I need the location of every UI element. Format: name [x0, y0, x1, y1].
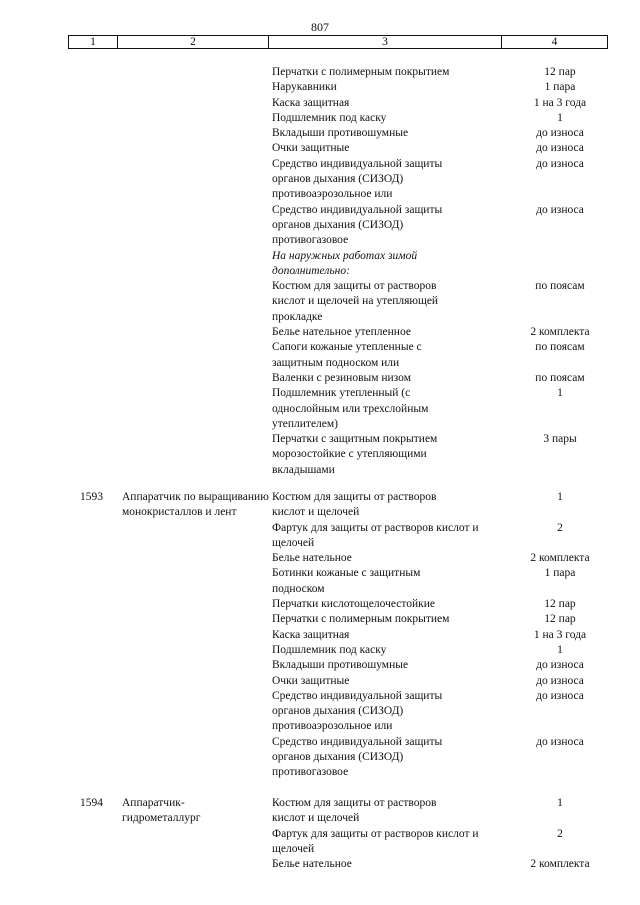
list-item	[0, 340, 640, 371]
list-item	[0, 612, 640, 627]
item-qty: 1 пара	[544, 567, 576, 580]
item-qty: до износа	[536, 735, 584, 748]
column-header-1: 1	[69, 36, 118, 49]
list-item	[0, 126, 640, 141]
list-item	[0, 551, 640, 566]
item-name: Сапоги кожаные утепленные с защитным подноском или	[272, 341, 422, 369]
item-name: Вкладыши противошумные	[272, 659, 409, 672]
item-name: Ботинки кожаные с защитным подноском	[272, 567, 421, 595]
list-item	[0, 597, 640, 612]
item-name: Костюм для защиты от растворов кислот и щелочей	[272, 491, 437, 519]
item-qty: по поясам	[535, 280, 585, 293]
item-name: Белье нательное	[272, 858, 352, 871]
item-name: Валенки с резиновым низом	[272, 371, 411, 384]
item-qty: 12 пар	[544, 598, 576, 611]
list-item	[0, 643, 640, 658]
item-name: Нарукавники	[272, 81, 337, 94]
list-item	[0, 432, 640, 478]
column-header-4: 4	[502, 36, 608, 49]
item-name: Средство индивидуальной защиты органов дыхания (СИЗОД) противоаэрозольное или	[272, 689, 443, 733]
item-qty: 2	[557, 827, 563, 840]
list-item	[0, 157, 640, 203]
item-name: Костюм для защиты от растворов кислот и щелочей на утепляющей прокладке	[272, 280, 439, 323]
item-qty: до износа	[536, 142, 584, 155]
column-header-3: 3	[269, 36, 502, 49]
entry-number: 1593	[80, 491, 103, 503]
list-item	[0, 628, 640, 643]
item-qty: 1	[557, 797, 563, 809]
list-item	[0, 80, 640, 95]
item-qty: до износа	[536, 127, 584, 140]
item-qty: до износа	[536, 689, 584, 702]
profession-name: Аппаратчик-гидрометаллург	[122, 797, 201, 825]
item-name: Белье нательное утепленное	[272, 326, 411, 339]
entry-1593	[0, 490, 640, 781]
item-name: Фартук для защиты от растворов кислот и щелочей	[272, 827, 479, 855]
column-header-2: 2	[118, 36, 269, 49]
item-name: Средство индивидуальной защиты органов дыхания (СИЗОД) противогазовое	[272, 735, 443, 779]
item-qty: 1 на 3 года	[533, 628, 587, 641]
item-qty: 1	[557, 111, 563, 124]
section-subheading: На наружных работах зимой дополнительно:	[272, 249, 418, 277]
item-name: Перчатки с полимерным покрытием	[272, 66, 450, 78]
continuation-block	[0, 65, 640, 478]
list-item	[0, 279, 640, 325]
entry-number: 1594	[80, 797, 103, 809]
item-qty: 2	[557, 521, 563, 534]
item-name: Средство индивидуальной защиты органов дыхания (СИЗОД) противоаэрозольное или	[272, 157, 443, 201]
list-item	[0, 796, 640, 827]
list-item	[0, 566, 640, 597]
list-item	[0, 371, 640, 386]
list-item	[0, 490, 640, 521]
item-name: Очки защитные	[272, 674, 350, 687]
list-item	[0, 658, 640, 673]
item-name: Подшлемник под каску	[272, 111, 387, 124]
item-qty: 1	[557, 491, 563, 503]
list-item	[0, 674, 640, 689]
item-qty: по поясам	[535, 371, 585, 384]
column-header-table	[68, 35, 608, 49]
list-item	[0, 111, 640, 126]
item-name: Перчатки с защитным покрытием морозостойкие с утепляющими вкладышами	[272, 433, 438, 476]
item-name: Подшлемник под каску	[272, 643, 387, 656]
profession-name: Аппаратчик по выращиванию монокристаллов и лент	[122, 491, 269, 519]
item-qty: до износа	[536, 674, 584, 687]
item-name: Вкладыши противошумные	[272, 127, 409, 140]
list-item	[0, 249, 640, 280]
item-qty: 1	[557, 387, 563, 400]
list-item	[0, 827, 640, 858]
item-qty: 1	[557, 643, 563, 656]
item-qty: до износа	[536, 203, 584, 216]
item-name: Перчатки кислотощелочестойкие	[272, 598, 435, 611]
item-qty: 2 комплекта	[530, 326, 590, 339]
item-name: Перчатки с полимерным покрытием	[272, 613, 450, 626]
list-item	[0, 521, 640, 552]
item-name: Белье нательное	[272, 552, 352, 565]
item-name: Каска защитная	[272, 96, 350, 109]
item-qty: 12 пар	[544, 613, 576, 626]
item-qty: по поясам	[535, 341, 585, 354]
list-item	[0, 386, 640, 432]
list-item	[0, 689, 640, 735]
item-qty: 1 пара	[544, 81, 576, 94]
item-name: Подшлемник утепленный (с однослойным или трехслойным утеплителем)	[272, 387, 429, 430]
item-qty: 2 комплекта	[530, 858, 590, 871]
list-item	[0, 735, 640, 781]
list-item	[0, 96, 640, 111]
list-item	[0, 325, 640, 340]
item-name: Очки защитные	[272, 142, 350, 155]
entry-1594	[0, 796, 640, 872]
item-qty: 12 пар	[544, 66, 576, 78]
item-name: Средство индивидуальной защиты органов дыхания (СИЗОД) противогазовое	[272, 203, 443, 247]
item-qty: 2 комплекта	[530, 552, 590, 565]
item-qty: до износа	[536, 157, 584, 170]
list-item	[0, 141, 640, 156]
item-qty: 3 пары	[543, 433, 577, 446]
item-name: Фартук для защиты от растворов кислот и щелочей	[272, 521, 479, 549]
item-name: Каска защитная	[272, 628, 350, 641]
list-item	[0, 857, 640, 872]
list-item	[0, 203, 640, 249]
list-item	[0, 65, 640, 80]
page-number: 807	[311, 20, 329, 34]
item-qty: до износа	[536, 659, 584, 672]
item-name: Костюм для защиты от растворов кислот и щелочей	[272, 797, 437, 825]
item-qty: 1 на 3 года	[533, 96, 587, 109]
